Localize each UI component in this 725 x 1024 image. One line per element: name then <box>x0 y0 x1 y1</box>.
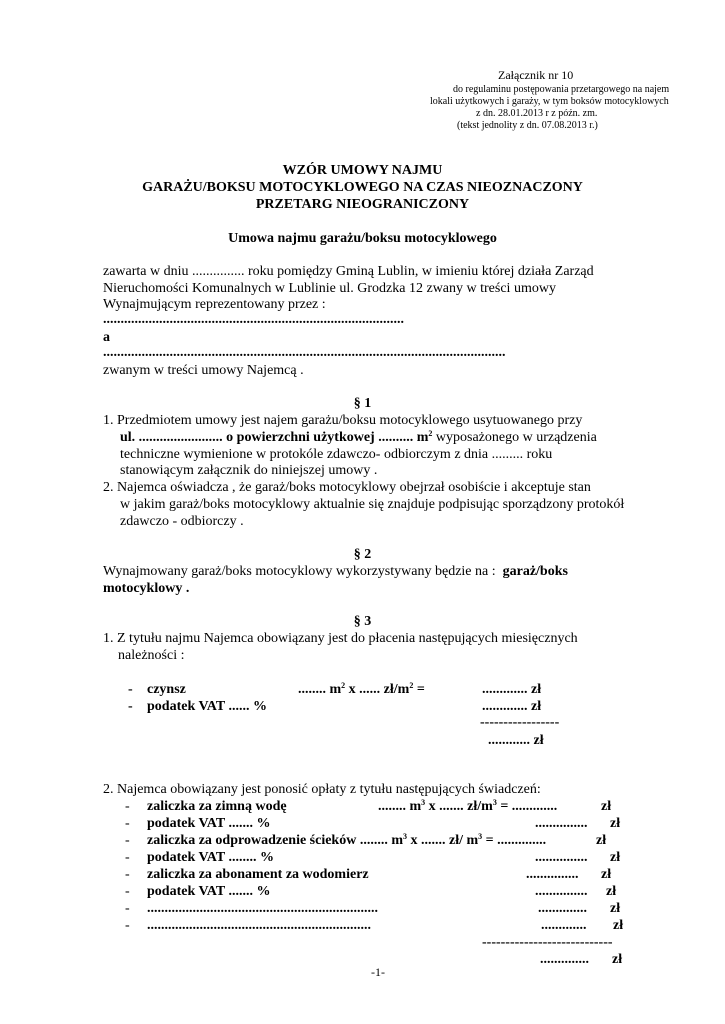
par2-line-1 <box>103 563 568 580</box>
service-formula-2: x ....... zł/m <box>425 799 493 814</box>
intro-line-4: zwanym w treści umowy Najemcą . <box>103 363 304 378</box>
services-total-unit: zł <box>612 952 623 967</box>
rent-total: ............ zł <box>488 733 544 748</box>
intro-line-1: zawarta w dniu ............... roku pomiędzy Gminą Lublin, w imieniu której działa Zarząd <box>103 264 594 279</box>
service-unit: zł <box>610 850 621 865</box>
service-label-text: zaliczka za abonament za wodomierz <box>147 867 369 882</box>
par3-line-3: 2. Najemca obowiązany jest ponosić opłaty z tytułu następujących świadczeń: <box>103 782 541 797</box>
service-label <box>147 900 378 917</box>
service-label-text: zaliczka za zimną wodę <box>147 799 287 814</box>
services-total: .............. <box>540 952 589 967</box>
service-label <box>147 798 287 815</box>
contract-subtitle: Umowa najmu garażu/boksu motocyklowego <box>228 231 497 246</box>
vat-label: podatek VAT ...... % <box>147 699 267 714</box>
service-label <box>147 866 369 883</box>
service-amount <box>535 849 588 866</box>
service-label-text: podatek VAT ....... % <box>147 816 271 831</box>
intro-a: a <box>103 330 110 345</box>
heading-line-2: GARAŻU/BOKSU MOTOCYKLOWEGO NA CZAS NIEOZNACZONY <box>142 180 583 195</box>
service-amount-dots: ............... <box>535 816 588 831</box>
intro-line-3: Wynajmującym reprezentowany przez : <box>103 297 326 312</box>
service-label-text: podatek VAT ....... % <box>147 884 271 899</box>
service-dash: - <box>125 850 130 865</box>
service-amount-dots: ............... <box>535 884 588 899</box>
czynsz-dash: - <box>128 682 133 697</box>
par3-line-1: 1. Z tytułu najmu Najemca obowiązany jest do płacenia następujących miesięcznych <box>103 631 578 646</box>
par2-bold-1: garaż/boks <box>502 564 568 579</box>
service-amount <box>378 798 557 815</box>
service-amount-dots: = ............. <box>496 799 558 814</box>
service-unit: zł <box>601 867 612 882</box>
service-amount-dots: ............... <box>535 850 588 865</box>
service-sup-1: 3 <box>421 798 426 807</box>
annex-line-2: lokali użytkowych i garaży, w tym boksów motocyklowych <box>430 96 669 107</box>
czynsz-amount: ............. zł <box>482 682 542 697</box>
czynsz-label: czynsz <box>147 682 186 697</box>
service-label <box>147 883 270 900</box>
service-amount <box>538 900 587 917</box>
annex-title: Załącznik nr 10 <box>498 68 574 82</box>
service-dash: - <box>125 918 130 933</box>
service-unit: zł <box>610 816 621 831</box>
par1-line-1: 1. Przedmiotem umowy jest najem garażu/boksu motocyklowego usytuowanego przy <box>103 413 583 428</box>
intro-line-2: Nieruchomości Komunalnych w Lublinie ul. Grodzka 12 zwany w treści umowy <box>103 281 556 296</box>
par2-line-2: motocyklowy . <box>103 581 190 596</box>
par1-equipment: wyposażonego w urządzenia <box>432 430 597 445</box>
service-amount <box>535 815 588 832</box>
service-amount <box>535 883 588 900</box>
service-dash: - <box>125 901 130 916</box>
par1-line-4: stanowiącym załącznik do niniejszej umowy . <box>120 463 378 478</box>
services-sum-line: ---------------------------- <box>482 935 613 950</box>
czynsz-sup-1: 2 <box>341 681 346 690</box>
service-label <box>147 849 274 866</box>
par2-text: Wynajmowany garaż/boks motocyklowy wykorzystywany będzie na : <box>103 564 496 579</box>
service-amount-dots: ............. <box>541 918 587 933</box>
par1-street-area: ul. ........................ o powierzchni użytkowej .......... m <box>120 430 429 445</box>
par1-line-6: w jakim garaż/boks motocyklowy aktualnie się znajduje podpisując sporządzony protokół <box>120 497 625 512</box>
service-amount <box>541 917 587 934</box>
service-label <box>147 917 371 934</box>
service-unit: zł <box>601 799 612 814</box>
service-formula-1: ........ m <box>378 799 422 814</box>
service-label-text: .................................................................. <box>147 901 378 916</box>
service-unit: zł <box>613 918 624 933</box>
czynsz-formula <box>298 681 425 698</box>
czynsz-formula-3: = <box>413 682 425 697</box>
par1-sup: 2 <box>428 429 433 438</box>
service-dash: - <box>125 799 130 814</box>
service-dash: - <box>125 867 130 882</box>
service-sup-1: 3 <box>403 832 407 841</box>
service-dash: - <box>125 833 130 848</box>
vat-dash: - <box>128 699 133 714</box>
service-dash: - <box>125 816 130 831</box>
service-unit: zł <box>610 901 621 916</box>
paragraph-1-sign: § 1 <box>353 396 372 411</box>
annex-line-3: z dn. 28.01.2013 r z późn. zm. <box>476 108 598 119</box>
service-sup-2: 3 <box>478 832 483 841</box>
par3-line-2: należności : <box>118 648 185 663</box>
par1-line-2 <box>120 429 597 446</box>
vat-amount: ............. zł <box>482 699 542 714</box>
czynsz-formula-2: x ...... zł/m <box>345 682 410 697</box>
service-amount-dots: ............... <box>526 867 579 882</box>
heading-line-1: WZÓR UMOWY NAJMU <box>282 163 443 178</box>
service-label <box>147 815 270 832</box>
service-unit: zł <box>596 833 607 848</box>
annex-line-1: do regulaminu postępowania przetargowego na najem <box>453 84 670 95</box>
paragraph-2-sign: § 2 <box>353 547 372 562</box>
intro-dots-2: ................................................................................................................... <box>103 345 506 360</box>
service-sup-2: 3 <box>492 798 497 807</box>
heading-line-3: PRZETARG NIEOGRANICZONY <box>255 197 470 212</box>
par1-line-5: 2. Najemca oświadcza , że garaż/boks motocyklowy obejrzał osobiście i akceptuje stan <box>103 480 591 495</box>
service-label <box>147 832 546 849</box>
service-amount-dots: .............. <box>538 901 587 916</box>
service-amount-dots: = .............. <box>482 833 547 848</box>
service-dash: - <box>125 884 130 899</box>
service-unit: zł <box>606 884 617 899</box>
intro-dots-1: ...................................................................................... <box>103 312 404 327</box>
service-formula: x ....... zł/ m <box>407 833 479 848</box>
service-label-text: zaliczka za odprowadzenie ścieków ........ m <box>147 833 403 848</box>
par1-line-7: zdawczo - odbiorczy . <box>120 514 244 529</box>
service-amount <box>526 866 579 883</box>
service-label-text: ................................................................ <box>147 918 371 933</box>
service-label-text: podatek VAT ........ % <box>147 850 274 865</box>
czynsz-sup-2: 2 <box>409 681 414 690</box>
rent-sum-line: ----------------- <box>480 715 560 730</box>
par1-line-3: techniczne wymienione w protokóle zdawczo- odbiorczym z dnia ......... roku <box>120 447 553 462</box>
paragraph-3-sign: § 3 <box>353 614 372 629</box>
czynsz-formula-1: ........ m <box>298 682 342 697</box>
page-number: -1- <box>371 965 385 979</box>
annex-line-4: (tekst jednolity z dn. 07.08.2013 r.) <box>457 120 598 131</box>
